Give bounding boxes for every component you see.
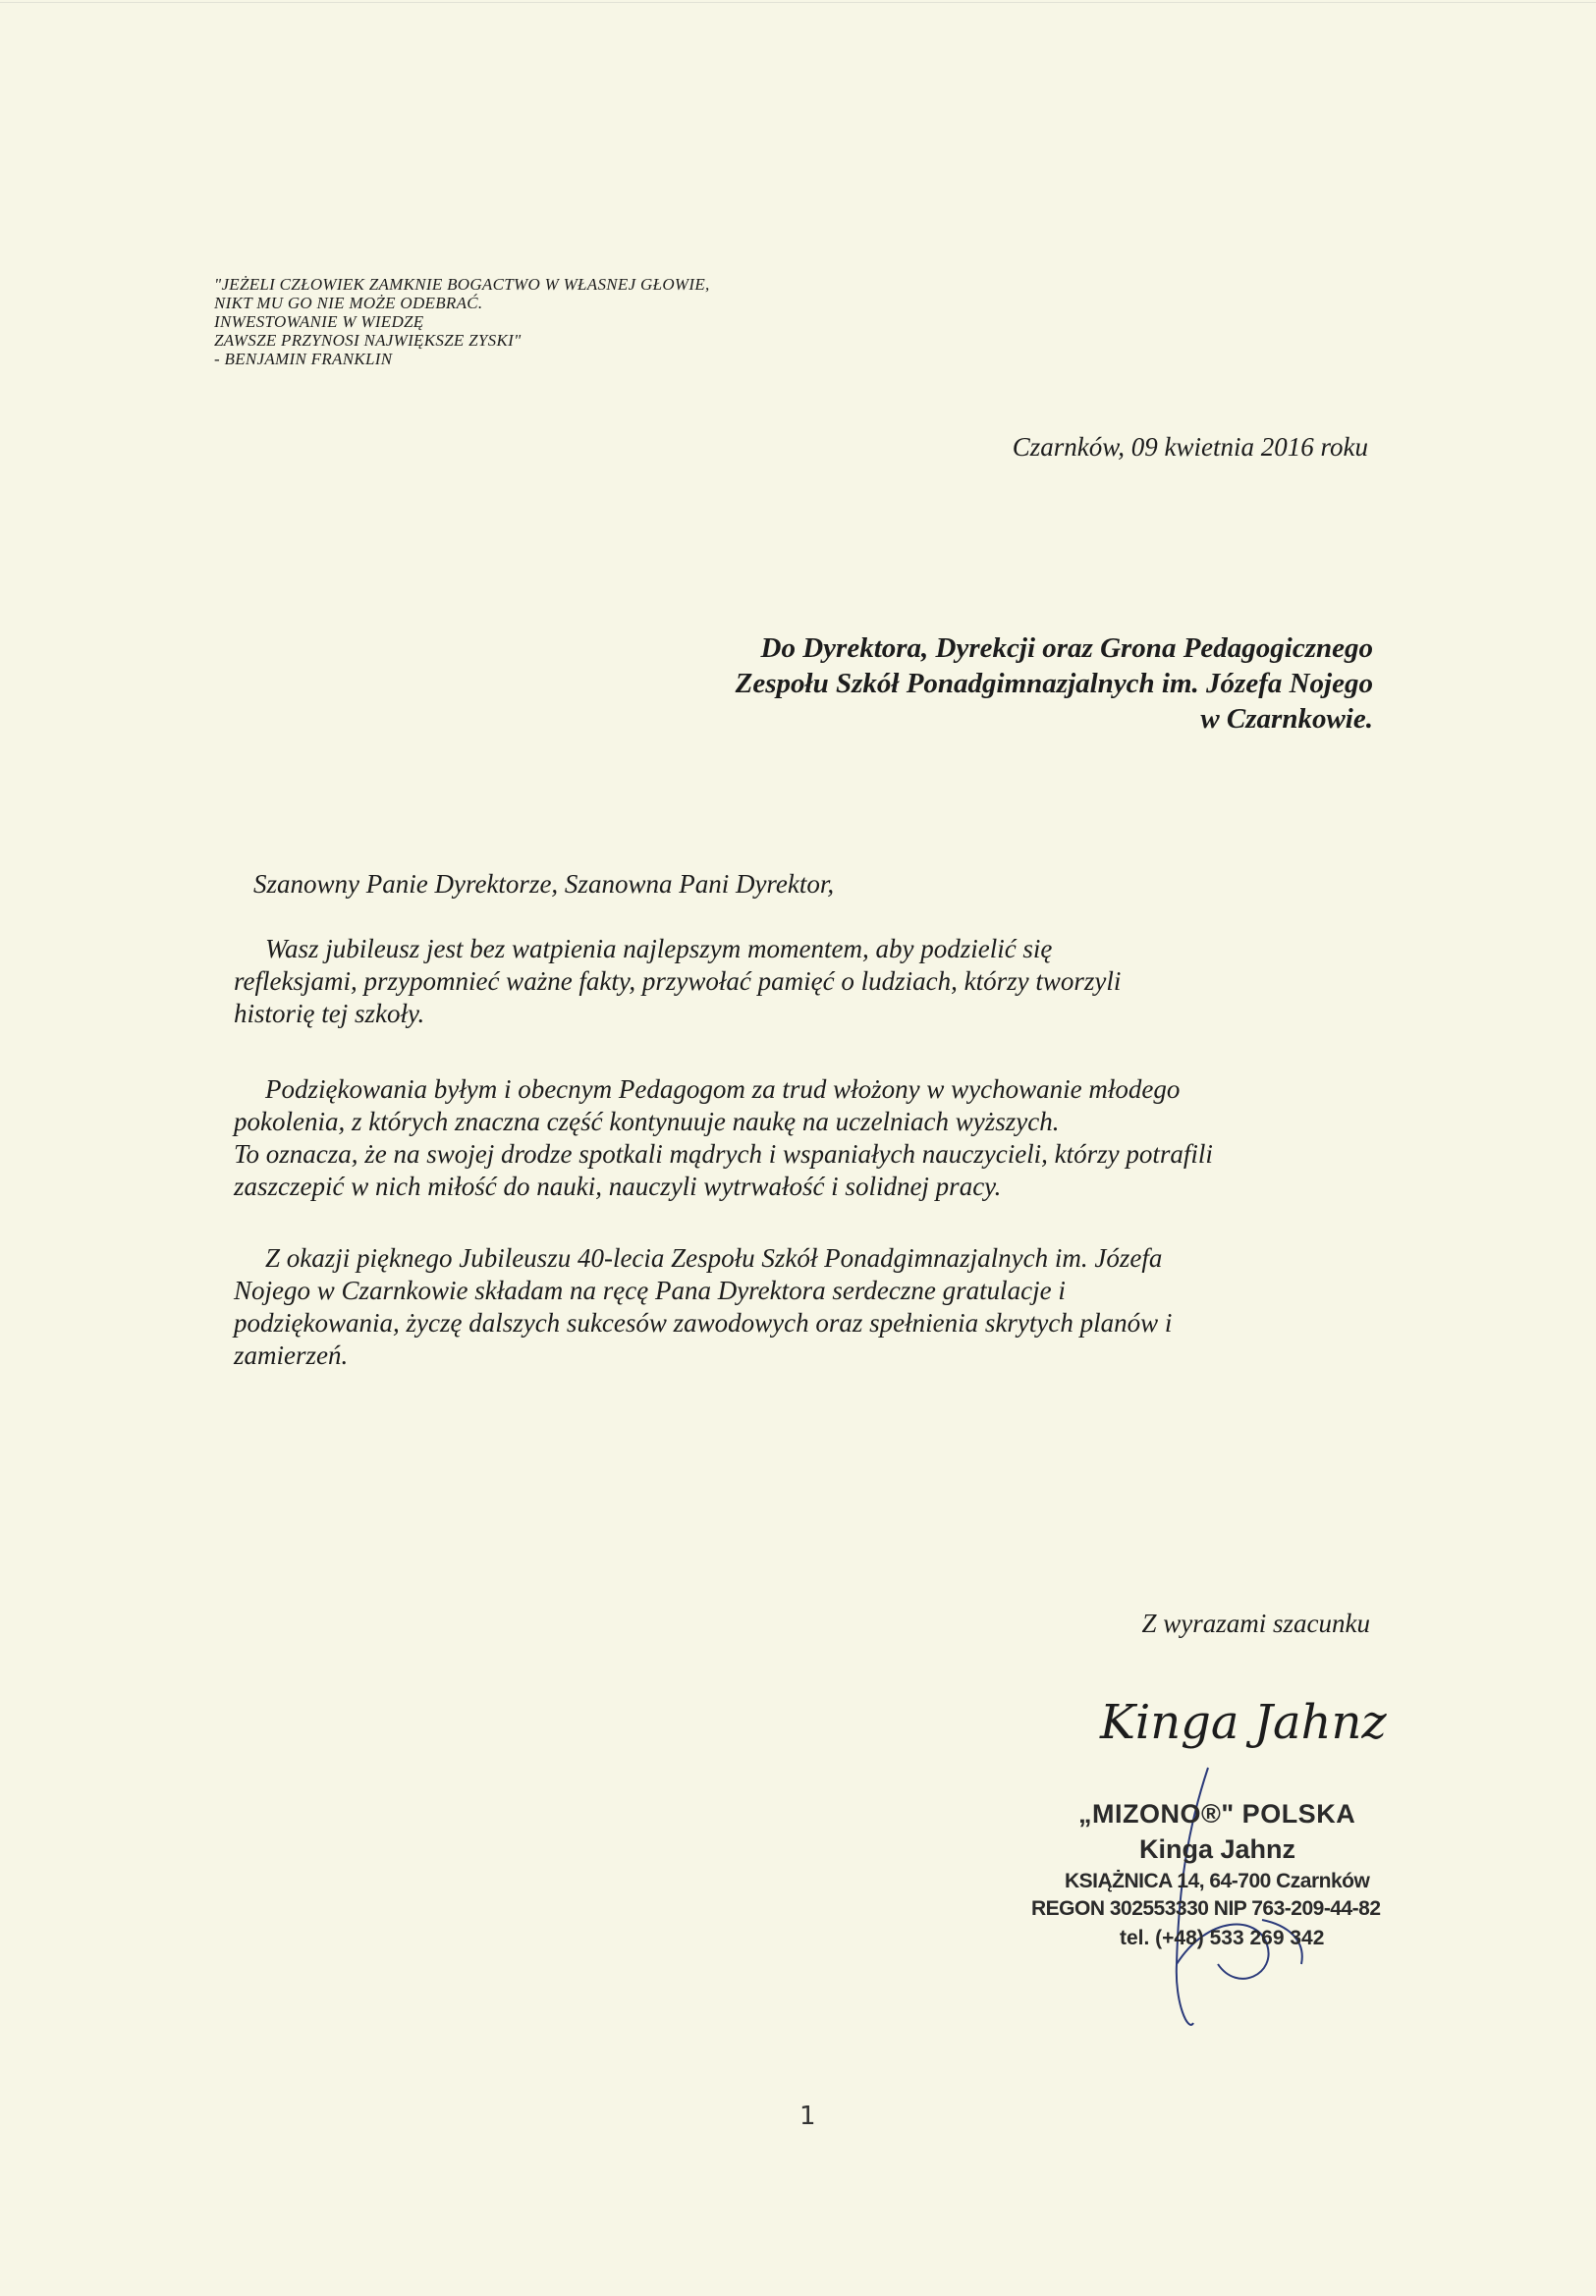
paragraph-line: Nojego w Czarnkowie składam na ręcę Pana Dyrektora serdeczne gratulacje i — [234, 1276, 1066, 1305]
quote-line: ZAWSZE PRZYNOSI NAJWIĘKSZE ZYSKI" — [214, 331, 522, 350]
paragraph-line: Podziękowania byłym i obecnym Pedagogom za trud włożony w wychowanie młodego — [265, 1074, 1181, 1104]
paragraph-line: zamierzeń. — [234, 1340, 349, 1370]
stamp-owner-name: Kinga Jahnz — [1139, 1834, 1296, 1864]
scan-edge-line — [0, 2, 1596, 3]
addressee-line: Do Dyrektora, Dyrekcji oraz Grona Pedagogicznego — [760, 632, 1373, 664]
stamp-phone: tel. (+48) 533 269 342 — [1120, 1927, 1325, 1949]
paragraph-line: zaszczepić w nich miłość do nauki, nauczyli wytrwałość i solidnej pracy. — [234, 1172, 1002, 1201]
addressee-line: Zespołu Szkół Ponadgimnazjalnych im. Józefa Nojego — [735, 668, 1373, 699]
paragraph-line: pokolenia, z których znaczna część kontynuuje naukę na uczelniach wyższych. — [234, 1107, 1060, 1136]
script-name: Kinga Jahnz — [1100, 1695, 1387, 1750]
stamp-registry: REGON 302553330 NIP 763-209-44-82 — [1031, 1897, 1381, 1920]
salutation: Szanowny Panie Dyrektorze, Szanowna Pani Dyrektor, — [253, 869, 835, 899]
closing-phrase: Z wyrazami szacunku — [1141, 1609, 1370, 1638]
paragraph-line: refleksjami, przypomnieć ważne fakty, przywołać pamięć o ludziach, którzy tworzyli — [234, 966, 1122, 996]
body-paragraph — [234, 1073, 1363, 1203]
paragraph-line: Z okazji pięknego Jubileuszu 40-lecia Zespołu Szkół Ponadgimnazjalnych im. Józefa — [265, 1243, 1163, 1273]
quote-line: INWESTOWANIE W WIEDZĘ — [214, 312, 424, 331]
addressee-line: w Czarnkowie. — [1200, 703, 1373, 735]
quote-line: - BENJAMIN FRANKLIN — [214, 350, 393, 368]
quote-line: NIKT MU GO NIE MOŻE ODEBRAĆ. — [214, 294, 483, 312]
paragraph-line: Wasz jubileusz jest bez watpienia najlepszym momentem, aby podzielić się — [265, 934, 1053, 963]
body-paragraph — [234, 933, 1363, 1030]
body-paragraph — [234, 1242, 1363, 1372]
addressee-block — [736, 630, 1373, 737]
stamp-company-name: „MIZONO®" POLSKA — [1078, 1799, 1356, 1829]
paragraph-line: podziękowania, życzę dalszych sukcesów zawodowych oraz spełnienia skrytych planów i — [234, 1308, 1173, 1338]
epigraph-quote — [214, 275, 710, 368]
paragraph-line: To oznacza, że na swojej drodze spotkali mądrych i wspaniałych nauczycieli, którzy potrafili — [234, 1139, 1213, 1169]
letter-date: Czarnków, 09 kwietnia 2016 roku — [1012, 432, 1368, 462]
page-number: 1 — [799, 2102, 816, 2131]
stamp-address: KSIĄŻNICA 14, 64-700 Czarnków — [1065, 1870, 1370, 1892]
quote-line: "JEŻELI CZŁOWIEK ZAMKNIE BOGACTWO W WŁASNEJ GŁOWIE, — [214, 275, 710, 294]
paragraph-line: historię tej szkoły. — [234, 999, 425, 1028]
